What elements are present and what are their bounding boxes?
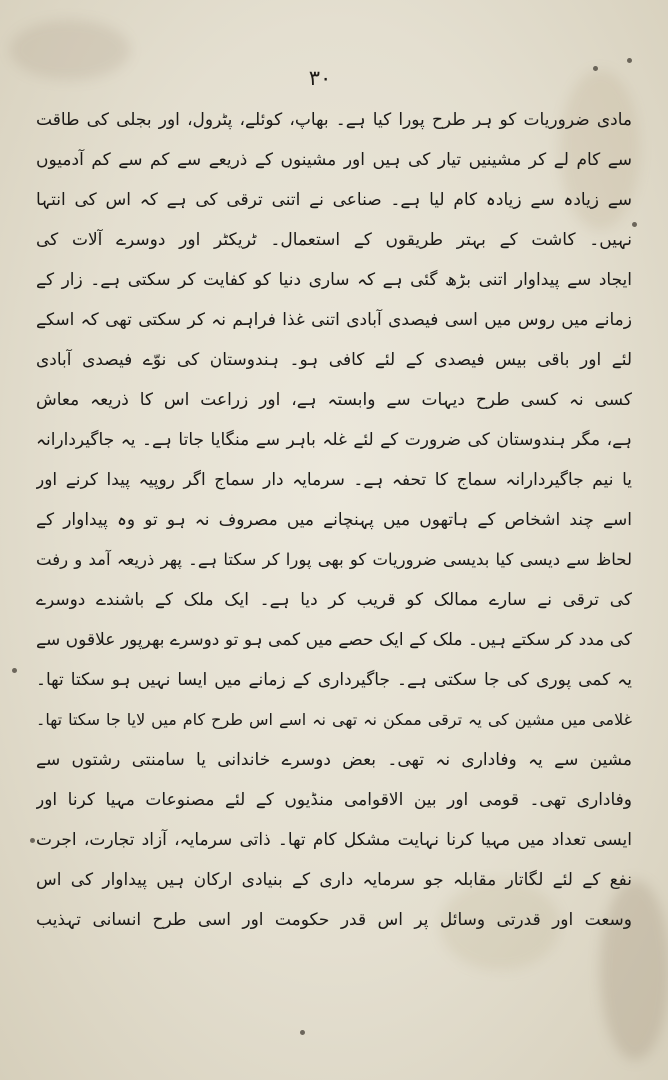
text-line: ہے، مگر ہندوستان کی ضرورت کے لئے غلہ باہر سے منگایا جاتا ہے۔ یہ جاگیردارانہ (36, 430, 632, 450)
text-line: کی ترقی نے سارے ممالک کو قریب کر دیا ہے۔ ایک ملک کے باشندے دوسرے (36, 590, 632, 610)
text-line: نفع کے لئے لگاتار مقابلہ جو سرمایہ داری کے بنیادی ارکان ہیں پیداوار کی اس (36, 870, 632, 890)
text-line: زمانے میں روس میں اسی فیصدی آبادی اتنی غذا فراہم نہ کر سکتی تھی کہ اسکے (36, 310, 632, 330)
text-line: سے کام لے کر مشینیں تیار کی ہیں اور مشینوں کے ذریعے سے کم سے کم آدمیوں (36, 150, 632, 170)
text-line: لحاظ سے دیسی کیا بدیسی ضروریات کو بھی پورا کر سکتا ہے۔ پھر ذریعہ آمد و رفت (36, 550, 632, 569)
page-number: ۳۰ (308, 66, 332, 90)
text-line: یہ کمی پوری کی جا سکتی ہے۔ جاگیرداری کے زمانے میں ایسا نہیں ہو سکتا تھا۔ (36, 670, 632, 690)
text-line: کی مدد کر سکتے ہیں۔ ملک کے ایک حصے میں کمی ہو تو دوسرے بھرپور علاقوں سے (36, 630, 632, 650)
ink-speck (300, 1030, 305, 1035)
text-line: مشین سے یہ وفاداری نہ تھی۔ بعض دوسرے خاندانی یا سامنتی رشتوں سے (36, 750, 632, 770)
text-line: اسے چند اشخاص کے ہاتھوں میں پہنچانے میں مصروف نہ ہو تو وہ پیداوار کے (36, 510, 632, 530)
ink-speck (593, 66, 598, 71)
text-line: مادی ضروریات کو ہر طرح پورا کیا ہے۔ بھاپ، کوئلے، پٹرول، اور بجلی کی طاقت (36, 110, 632, 130)
ink-speck (632, 222, 637, 227)
ink-speck (30, 838, 35, 843)
text-line: ایجاد سے پیداوار اتنی بڑھ گئی ہے کہ ساری دنیا کو کفایت کر سکتی ہے۔ زار کے (36, 270, 632, 290)
text-line: وفاداری تھی۔ قومی اور بین الاقوامی منڈیوں کے لئے مصنوعات مہیا کرنا اور (36, 790, 632, 810)
paper-stain (10, 20, 130, 80)
text-line: کسی نہ کسی طرح دیہات سے وابستہ ہے، اور زراعت اس کا ذریعہ معاش (36, 390, 632, 410)
text-line: نہیں۔ کاشت کے بہتر طریقوں کے استعمال۔ ٹریکٹر اور دوسرے آلات کی (36, 230, 632, 250)
text-line: وسعت اور قدرتی وسائل پر اس قدر حکومت اور اسی طرح انسانی تہذیب (36, 910, 632, 930)
page-body-text (36, 100, 632, 940)
text-line: ایسی تعداد میں مہیا کرنا نہایت مشکل کام تھا۔ ذاتی سرمایہ، آزاد تجارت، اجرت (36, 830, 632, 850)
ink-speck (627, 58, 632, 63)
text-line: یا نیم جاگیردارانہ سماج کا تحفہ ہے۔ سرمایہ دار سماج اگر روپیہ پیدا کرنے اور (36, 470, 632, 490)
text-line: غلامی میں مشین کی یہ ترقی ممکن نہ تھی نہ اسے اس طرح کام میں لایا جا سکتا تھا۔ (36, 710, 632, 729)
text-line: لئے اور باقی بیس فیصدی کے لئے کافی ہو۔ ہندوستان کی نوّے فیصدی آبادی (36, 350, 632, 370)
ink-speck (12, 668, 17, 673)
text-line: سے زیادہ سے زیادہ کام لیا ہے۔ صناعی نے اتنی ترقی کی ہے کہ اس کی انتہا (36, 190, 632, 210)
